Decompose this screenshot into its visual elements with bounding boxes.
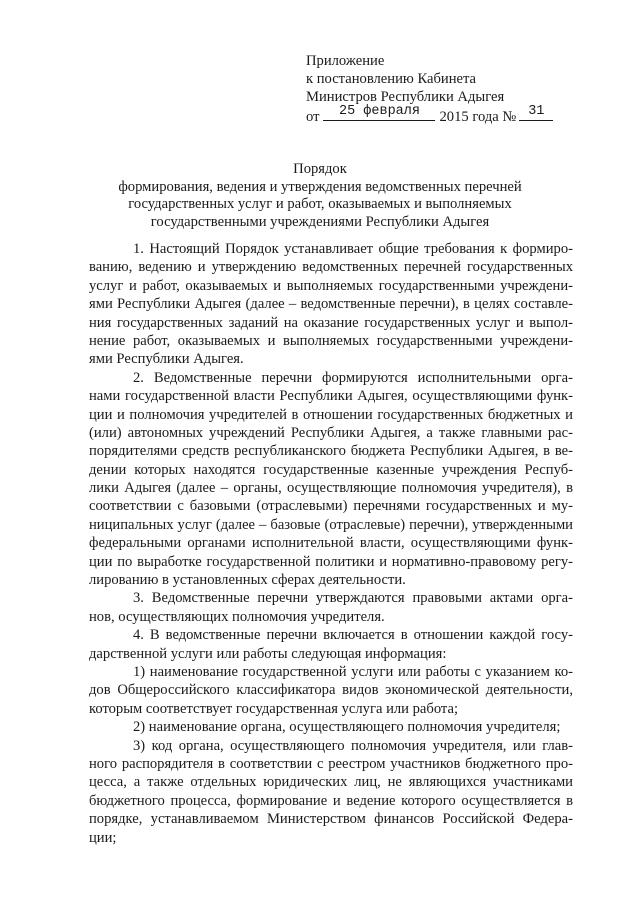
body-line: нов, осуществляющих полномочия учредителя.	[89, 608, 385, 625]
body-line: 2) наименование органа, осуществляющего полномочия учредителя;	[133, 719, 561, 736]
year-text: 2015 года №	[439, 109, 517, 125]
body-line: ного распорядителя в соответствии с реестром участников бюджетного про-	[89, 755, 573, 772]
body-line: 1. Настоящий Порядок устанавливает общие требования к формиро-	[133, 241, 573, 257]
body-line: соответствии с базовыми (отраслевыми) перечнями государственных и му-	[89, 498, 573, 515]
title-line-2: государственных услуг и работ, оказываемых и выполняемых	[128, 196, 512, 212]
body-line: цесса, а также отдельных юридических лиц, не являющихся участниками	[89, 774, 573, 791]
body-line: 1) наименование государственной услуги или работы с указанием ко-	[133, 663, 573, 680]
title-line-1: формирования, ведения и утверждения ведомственных перечней	[118, 178, 522, 195]
title-heading: Порядок	[293, 161, 347, 177]
appendix-line-1: Приложение	[306, 53, 385, 69]
body-line: нение работ, оказываемых и выполняемых государственными учреждени-	[89, 332, 573, 349]
date-field	[323, 106, 435, 121]
body-line: ванию, ведению и утверждению ведомственных перечней государственных	[89, 259, 573, 276]
body-line: порядке, устанавливаемом Министерством финансов Российской Федера-	[89, 811, 573, 828]
body-line: дов Общероссийского классификатора видов экономической деятельности,	[89, 682, 573, 699]
body-line: бюджетного процесса, формирование и ведение которого осуществляется в	[89, 792, 573, 809]
body-line: дении которых находятся государственные казенные учреждения Респуб-	[89, 461, 573, 478]
body-line: ями Республики Адыгея (далее – ведомственные перечни), в целях составле-	[89, 296, 573, 313]
date-value: 25 февраля	[338, 104, 420, 119]
body-line: ции;	[89, 829, 117, 846]
document-body	[89, 240, 573, 847]
appendix-line-3: Министров Республики Адыгея	[306, 89, 505, 105]
body-line: 2. Ведомственные перечни формируются исполнительными орга-	[133, 369, 573, 386]
number-field	[519, 106, 553, 121]
appendix-date-line	[306, 106, 606, 124]
body-line: ями Республики Адыгея.	[89, 351, 244, 368]
document-title	[70, 161, 570, 231]
body-line: 4. В ведомственные перечни включается в отношении каждой госу-	[133, 627, 573, 644]
body-line: нами государственной власти Республики Адыгея, осуществляющими функ-	[89, 388, 573, 405]
body-line: ции и полномочия учредителей в отношении государственных бюджетных и	[89, 406, 573, 423]
body-line: (или) автономных учреждений Республики Адыгея, а также главными рас-	[89, 424, 573, 441]
body-line: порядителями средств республиканского бюджета Республики Адыгея, в ве-	[89, 443, 573, 460]
number-value: 31	[528, 104, 545, 119]
title-line-3: государственными учреждениями Республики Адыгея	[150, 213, 490, 230]
appendix-line-2: к постановлению Кабинета	[306, 71, 477, 87]
body-line: 3) код органа, осуществляющего полномочия учредителя, или глав-	[133, 737, 573, 754]
body-line: 3. Ведомственные перечни утверждаются правовыми актами орга-	[133, 590, 573, 607]
body-line: лики Адыгея (далее – органы, осуществляющие полномочия учредителя), в	[89, 480, 573, 497]
body-line: ниципальных услуг (далее – базовые (отраслевые) перечни), утвержденными	[89, 516, 573, 533]
date-prefix: от	[306, 109, 320, 125]
body-line: которым соответствует государственная услуга или работа;	[89, 700, 459, 717]
body-line: дарственной услуги или работы следующая информация:	[89, 645, 447, 662]
body-line: ния государственных заданий на оказание государственных услуг и выпол-	[89, 314, 573, 331]
body-line: федеральными органами исполнительной власти, осуществляющими функ-	[89, 535, 573, 552]
appendix-block	[306, 52, 606, 124]
body-line: услуг и работ, оказываемых и выполняемых государственными учреждени-	[89, 277, 573, 294]
body-line: лированию в установленных сферах деятельности.	[89, 572, 406, 589]
body-line: ции по выработке государственной политики и нормативно-правовому регу-	[89, 553, 573, 570]
